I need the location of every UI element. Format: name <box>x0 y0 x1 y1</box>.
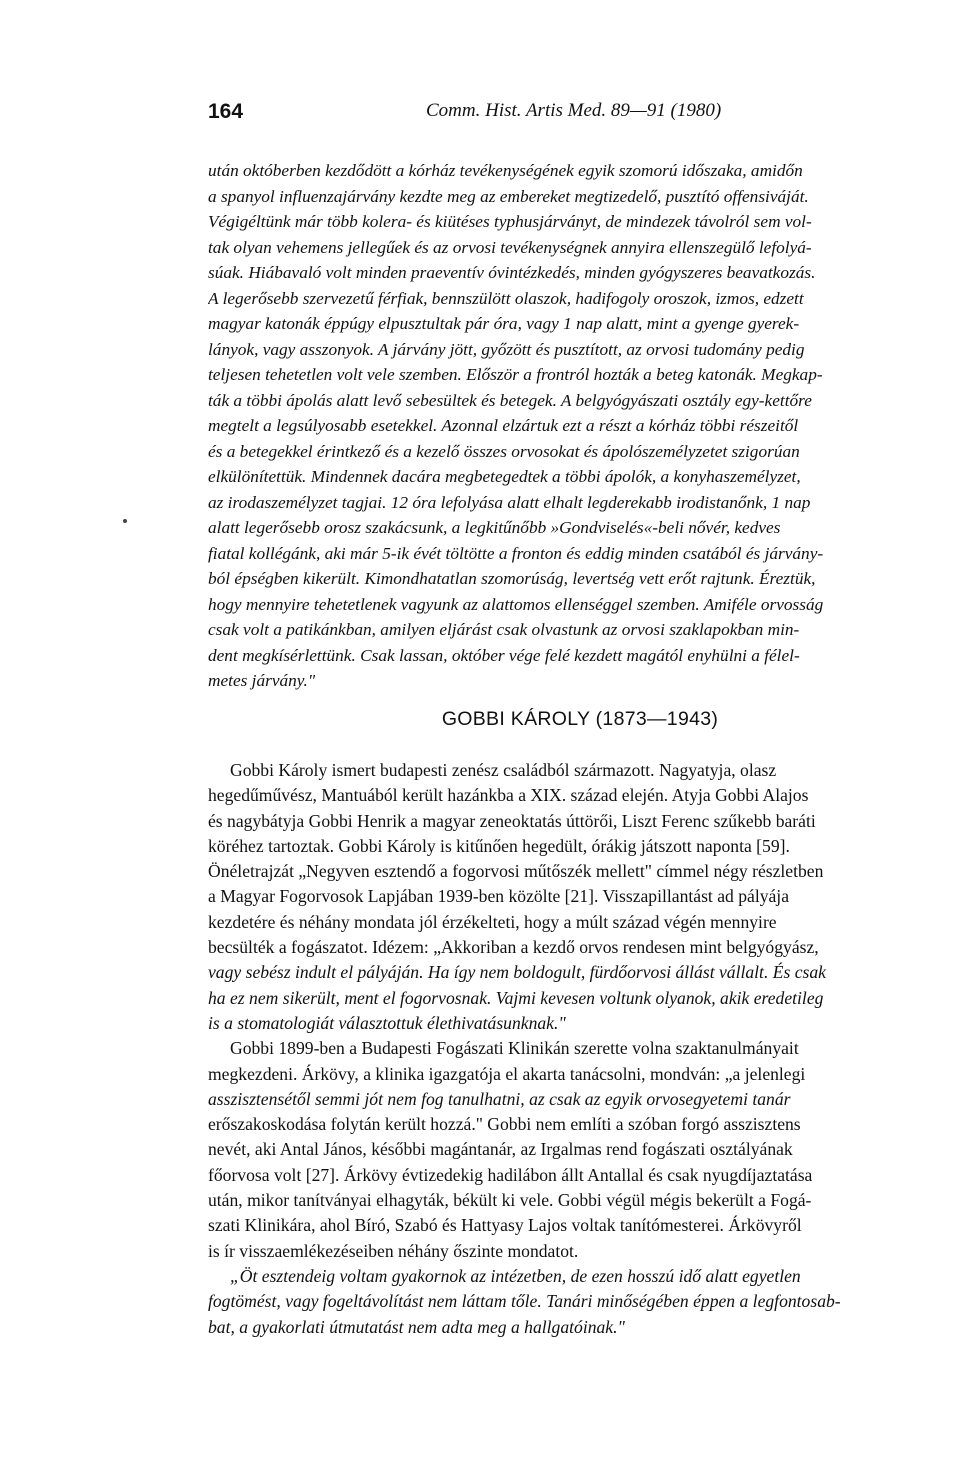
text-line: szati Klinikára, ahol Bíró, Szabó és Hattyasy Lajos voltak tanítómesterei. Árkövyről <box>208 1215 802 1236</box>
text-line: a spanyol influenzajárvány kezdte meg az embereket megtizedelő, pusztító offensiváját. <box>208 186 809 206</box>
text-line: csak volt a patikánkban, amilyen eljárást csak olvastunk az orvosi szaklapokban min- <box>208 620 800 639</box>
section-heading: GOBBI KÁROLY (1873—1943) <box>441 708 719 730</box>
text-line: Önéletrajzát „Negyven esztendő a fogorvosi műtőszék mellett" címmel négy részletben <box>208 861 824 882</box>
text-line: is ír visszaemlékezéseiben néhány őszinte mondatot. <box>208 1240 579 1261</box>
text-line: nevét, aki Antal János, későbbi magántanár, az Irgalmas rend fogászati osztályának <box>208 1139 793 1160</box>
text-line: köréhez tartoztak. Gobbi Károly is kitűnően hegedült, órákig játszott naponta [59]. <box>208 835 790 856</box>
scan-mark <box>123 519 127 523</box>
text-line: A legerősebb szervezetű férfiak, bennszülött olaszok, hadifogoly oroszok, izmos, edzett <box>208 288 804 308</box>
text-line: becsülték a fogászatot. Idézem: „Akkoriban a kezdő orvos rendesen mint belgyógyász, <box>208 937 819 958</box>
text-line: elkülönítettük. Mindennek dacára megbetegedtek a többi ápolók, a konyhaszemélyzet, <box>208 467 801 486</box>
quote-paragraph <box>208 158 952 694</box>
text-line: lányok, vagy asszonyok. A járvány jött, győzött és pusztított, az orvosi tudomány pedig <box>208 339 805 359</box>
biography-text <box>208 758 952 1340</box>
text-line: metes járvány." <box>208 671 316 690</box>
text-line: a Magyar Fogorvosok Lapjában 1939-ben közölte [21]. Visszapillantást ad pályája <box>208 886 790 907</box>
text-line: dent megkísérlettünk. Csak lassan, október vége felé kezdett magától enyhülni a félel- <box>208 645 800 665</box>
text-line: ha ez nem sikerült, ment el fogorvosnak. Vajmi kevesen voltunk olyanok, akik eredetileg <box>208 987 824 1008</box>
text-line: után, mikor tanítványai elhagyták, békült ki vele. Gobbi végül mégis bekerült a Fogá- <box>208 1190 812 1211</box>
text-line: is a stomatologiát választottuk élethivatásunknak." <box>208 1012 566 1033</box>
text-line: megtelt a legsúlyosabb esetekkel. Azonnal elzártuk ezt a részt a kórház többi részeitől <box>208 416 799 435</box>
text-line: tak olyan vehemens jellegűek és az orvosi tevékenységnek annyira ellenszegülő lefolyá- <box>208 237 812 257</box>
text-line: után októberben kezdődött a kórház tevékenységének egyik szomorú időszaka, amidőn <box>208 161 803 180</box>
text-line: fiatal kollégánk, aki már 5-ik évét töltötte a fronton és eddig minden csatából és járvány- <box>208 543 824 563</box>
text-line: hegedűművész, Mantuából került hazánkba a XIX. század elején. Atyja Gobbi Alajos <box>208 785 809 806</box>
text-line: asszisztensétől semmi jót nem fog tanulhatni, az csak az egyik orvosegyetemi tanár <box>208 1088 791 1109</box>
page-header <box>208 100 952 130</box>
text-line: megkezdeni. Árkövy, a klinika igazgatója el akarta tanácsolni, mondván: „a jelenlegi <box>208 1063 806 1084</box>
text-line: Gobbi Károly ismert budapesti zenész családból származott. Nagyatyja, olasz <box>230 760 777 780</box>
text-line: ták a többi ápolás alatt levő sebesültek és betegek. A belgyógyászati osztály egy-kettőre <box>208 390 812 410</box>
text-line: az irodaszemélyzet tagjai. 12 óra lefolyása alatt elhalt legderekabb irodistanőnk, 1 nap <box>208 492 811 512</box>
text-line: főorvosa volt [27]. Árkövy évtizedekig hadilábon állt Antallal és csak nyugdíjaztatása <box>208 1164 813 1185</box>
text-line: súak. Hiábavaló volt minden praeventív óvintézkedés, minden gyógyszeres beavatkozás. <box>208 263 816 282</box>
text-line: Végigéltünk már több kolera- és kiütéses typhusjárványt, de mindezek távolról sem vol- <box>208 212 812 231</box>
text-line: erőszakoskodása folytán került hozzá." Gobbi nem említi a szóban forgó asszisztens <box>208 1114 801 1135</box>
text-line: alatt legerősebb orosz szakácsunk, a legkitűnőbb »Gondviselés«-beli nővér, kedves <box>208 518 781 537</box>
text-line: teljesen tehetetlen volt vele szemben. Először a frontról hozták a beteg katonák. Megkap- <box>208 365 823 384</box>
text-line: vagy sebész indult el pályáján. Ha így nem boldogult, fürdőorvosi állást vállalt. És csak <box>208 962 826 983</box>
text-line: „Öt esztendeig voltam gyakornok az intézetben, de ezen hosszú idő alatt egyetlen <box>230 1265 801 1286</box>
text-line: és a betegekkel érintkező és a kezelő összes orvosokat és ápolószemélyzetet szigorúan <box>208 441 800 461</box>
page-number: 164 <box>208 100 244 123</box>
text-line: hogy mennyire tehetetlenek vagyunk az alattomos ellenséggel szemben. Amiféle orvosság <box>208 594 824 614</box>
text-line: kezdetére és néhány mondata jól érzékelteti, hogy a múlt század végén mennyire <box>208 911 777 932</box>
text-line: fogtömést, vagy fogeltávolítást nem láttam tőle. Tanári minőségében éppen a legfontosab- <box>208 1291 841 1312</box>
text-line: ból épségben kikerült. Kimondhatatlan szomorúság, levertség vett erőt rajtunk. Éreztük, <box>208 569 816 588</box>
text-line: és nagybátyja Gobbi Henrik a magyar zeneoktatás úttörői, Liszt Ferenc szűkebb baráti <box>208 810 816 831</box>
journal-reference: Comm. Hist. Artis Med. 89—91 (1980) <box>426 100 722 121</box>
text-line: magyar katonák éppúgy elpusztultak pár óra, vagy 1 nap alatt, mint a gyenge gyerek- <box>208 314 800 333</box>
text-line: bat, a gyakorlati útmutatást nem adta meg a hallgatóinak." <box>208 1316 625 1337</box>
text-line: Gobbi 1899-ben a Budapesti Fogászati Klinikán szerette volna szaktanulmányait <box>230 1038 799 1059</box>
